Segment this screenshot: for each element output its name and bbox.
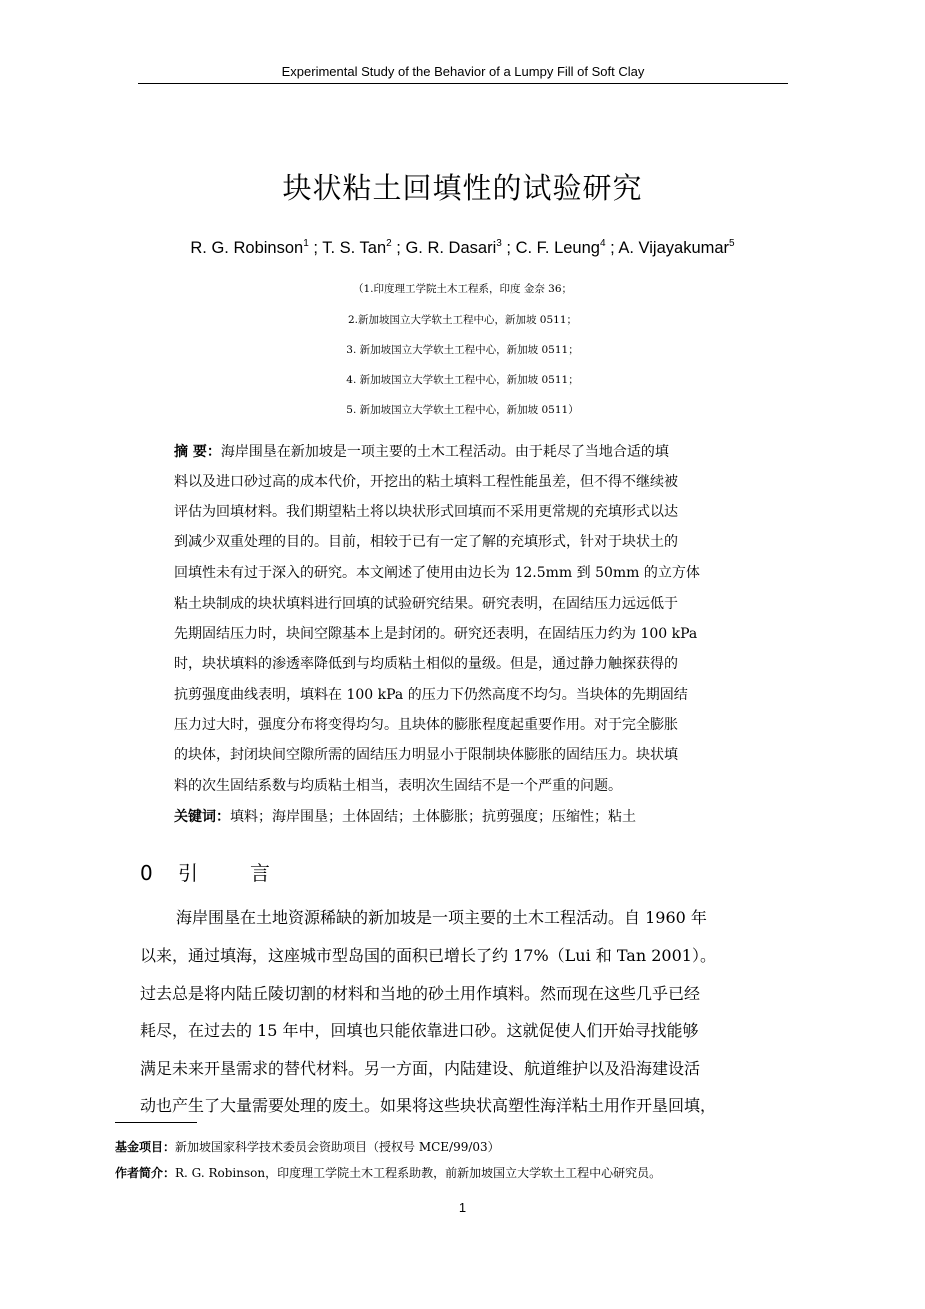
abstract-line: 料的次生固结系数与均质粘土相当，表明次生固结不是一个严重的问题。	[174, 778, 622, 794]
abstract-line	[174, 441, 764, 461]
author-affil-mark: 4	[599, 238, 606, 249]
header-rule	[138, 83, 788, 84]
author-affil-mark: 3	[496, 238, 502, 249]
footnote-rule	[115, 1122, 197, 1123]
author-name: R. G. Robinson	[190, 239, 304, 257]
section-heading	[140, 857, 270, 886]
section-title-char: 言	[250, 861, 270, 885]
abstract-label: 摘 要：	[174, 444, 221, 460]
body-line: 动也产生了大量需要处理的废土。如果将这些块状高塑性海洋粘土用作开垦回填，	[140, 1096, 717, 1115]
author-separator: ;	[501, 239, 516, 257]
abstract-text: 海岸围垦在新加坡是一项主要的土木工程活动。由于耗尽了当地合适的填	[220, 444, 669, 460]
running-header: Experimental Study of the Behavior of a Lumpy Fill of Soft Clay	[281, 64, 645, 79]
author-name: C. F. Leung	[515, 239, 600, 257]
abstract-line: 到减少双重处理的目的。目前，相较于已有一定了解的充填形式，针对于块状土的	[174, 534, 678, 550]
affiliation-line: 2.新加坡国立大学软土工程中心，新加坡 0511；	[347, 314, 578, 326]
footnote-label: 作者简介：	[115, 1166, 176, 1180]
affiliation-line: 4. 新加坡国立大学软土工程中心，新加坡 0511；	[346, 374, 579, 386]
keywords	[174, 806, 764, 826]
section-number: 0	[140, 861, 153, 885]
abstract-line: 评估为回填材料。我们期望粘土将以块状形式回填而不采用更常规的充填形式以达	[174, 504, 678, 520]
abstract-line: 抗剪强度曲线表明，填料在 100 kPa 的压力下仍然高度不均匀。当块体的先期固结	[174, 687, 688, 703]
author-name: T. S. Tan	[322, 239, 387, 257]
body-line: 耗尽，在过去的 15 年中，回填也只能依靠进口砂。这就促使人们开始寻找能够	[140, 1021, 699, 1040]
author-name: A. Vijayakumar	[618, 239, 730, 257]
abstract-line: 压力过大时，强度分布将变得均匀。且块体的膨胀程度起重要作用。对于完全膨胀	[174, 717, 678, 733]
author-affil-mark: 5	[729, 238, 735, 249]
author-separator: ;	[391, 239, 406, 257]
author-affil-mark: 1	[303, 238, 309, 249]
author-affil-mark: 2	[386, 238, 392, 249]
abstract-line: 粘土块制成的块状填料进行回填的试验研究结果。研究表明，在固结压力远远低于	[174, 596, 678, 612]
author-name: G. R. Dasari	[405, 239, 497, 257]
footnote-funding	[115, 1138, 500, 1155]
body-line: 以来，通过填海，这座城市型岛国的面积已增长了约 17%（Lui 和 Tan 2001）。	[140, 946, 716, 965]
body-line: 过去总是将内陆丘陵切割的材料和当地的砂土用作填料。然而现在这些几乎已经	[140, 984, 701, 1003]
abstract-line: 先期固结压力时，块间空隙基本上是封闭的。研究还表明，在固结压力约为 100 kPa	[174, 626, 698, 642]
affiliation-line: 3. 新加坡国立大学软土工程中心，新加坡 0511；	[346, 344, 579, 356]
footnote-label: 基金项目：	[115, 1140, 176, 1154]
body-line: 满足未来开垦需求的替代材料。另一方面，内陆建设、航道维护以及沿海建设活	[140, 1059, 701, 1078]
author-list	[0, 238, 925, 258]
affiliation-line: 5. 新加坡国立大学软土工程中心，新加坡 0511）	[346, 404, 579, 416]
keywords-text: 填料；海岸围垦；土体固结；土体膨胀；抗剪强度；压缩性；粘土	[230, 809, 636, 825]
affiliation-line: （1.印度理工学院土木工程系，印度 金奈 36；	[352, 283, 573, 295]
body-line: 海岸围垦在土地资源稀缺的新加坡是一项主要的土木工程活动。自 1960 年	[176, 908, 707, 927]
footnote-text: R. G. Robinson，印度理工学院土木工程系助教，前新加坡国立大学软土工程中心研究员。	[175, 1166, 662, 1180]
footnote-author	[115, 1164, 661, 1181]
paper-title: 块状粘土回填性的试验研究	[282, 171, 643, 205]
abstract-line: 的块体，封闭块间空隙所需的固结压力明显小于限制块体膨胀的固结压力。块状填	[174, 747, 678, 763]
page-number: 1	[458, 1200, 467, 1215]
keywords-label: 关键词：	[174, 809, 230, 825]
author-separator: ;	[308, 239, 323, 257]
abstract-line: 回填性未有过于深入的研究。本文阐述了使用由边长为 12.5mm 到 50mm 的立方体	[174, 565, 700, 581]
section-title-char: 引	[178, 861, 198, 885]
footnote-text: 新加坡国家科学技术委员会资助项目（授权号 MCE/99/03）	[175, 1140, 500, 1154]
abstract-line: 料以及进口砂过高的成本代价，开挖出的粘土填料工程性能虽差，但不得不继续被	[174, 474, 678, 490]
author-separator: ;	[605, 239, 619, 257]
abstract-line: 时，块状填料的渗透率降低到与均质粘土相似的量级。但是，通过静力触探获得的	[174, 656, 678, 672]
